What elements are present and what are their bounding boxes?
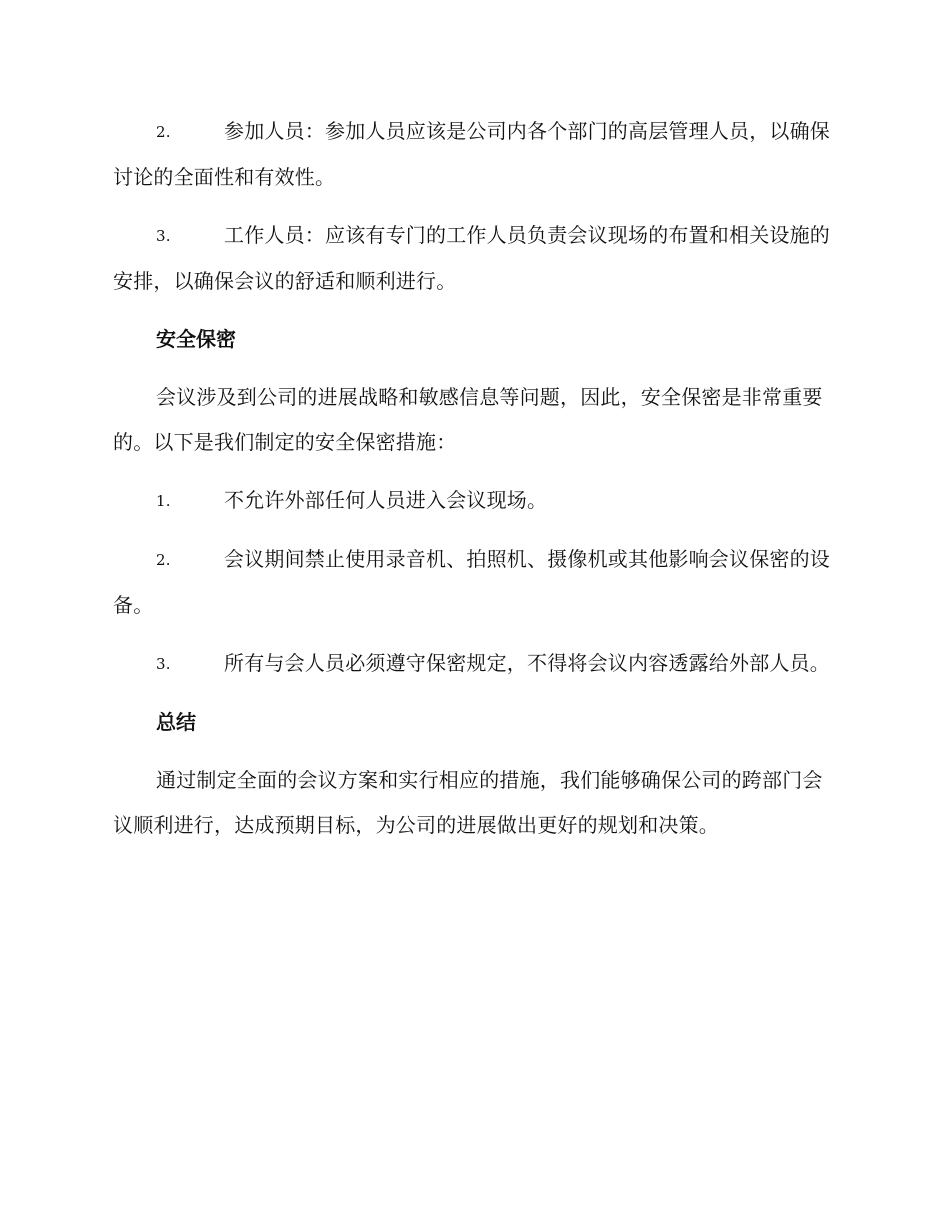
list-text: 会议期间禁止使用录音机、拍照机、摄像机或其他影响会议保密的设备。: [113, 547, 830, 617]
summary-paragraph: 通过制定全面的会议方案和实行相应的措施，我们能够确保公司的跨部门会议顺利进行，达成预期目标，为公司的进展做出更好的规划和决策。: [113, 768, 823, 837]
security-intro-paragraph: 会议涉及到公司的进展战略和敏感信息等问题，因此，安全保密是非常重要的。以下是我们制定的安全保密措施：: [113, 385, 823, 454]
list-text: 工作人员：应该有专门的工作人员负责会议现场的布置和相关设施的安排，以确保会议的舒适和顺利进行。: [113, 223, 830, 293]
list-item: [113, 109, 833, 200]
document-body: [113, 109, 833, 861]
list-text: 参加人员：参加人员应该是公司内各个部门的高层管理人员，以确保讨论的全面性和有效性。: [113, 119, 830, 189]
list-item: [113, 213, 833, 304]
list-item: [113, 537, 833, 628]
section-heading-security: 安全保密: [156, 327, 236, 351]
list-number: 1.: [156, 492, 171, 510]
list-text: 所有与会人员必须遵守保密规定，不得将会议内容透露给外部人员。: [224, 651, 830, 675]
list-item: [113, 641, 833, 687]
list-number: 3.: [156, 655, 171, 673]
list-number: 2.: [156, 551, 171, 569]
list-text: 不允许外部任何人员进入会议现场。: [224, 488, 548, 512]
list-item: [113, 478, 833, 524]
list-number: 3.: [156, 227, 171, 245]
section-heading-summary: 总结: [156, 710, 196, 734]
list-number: 2.: [156, 123, 171, 141]
